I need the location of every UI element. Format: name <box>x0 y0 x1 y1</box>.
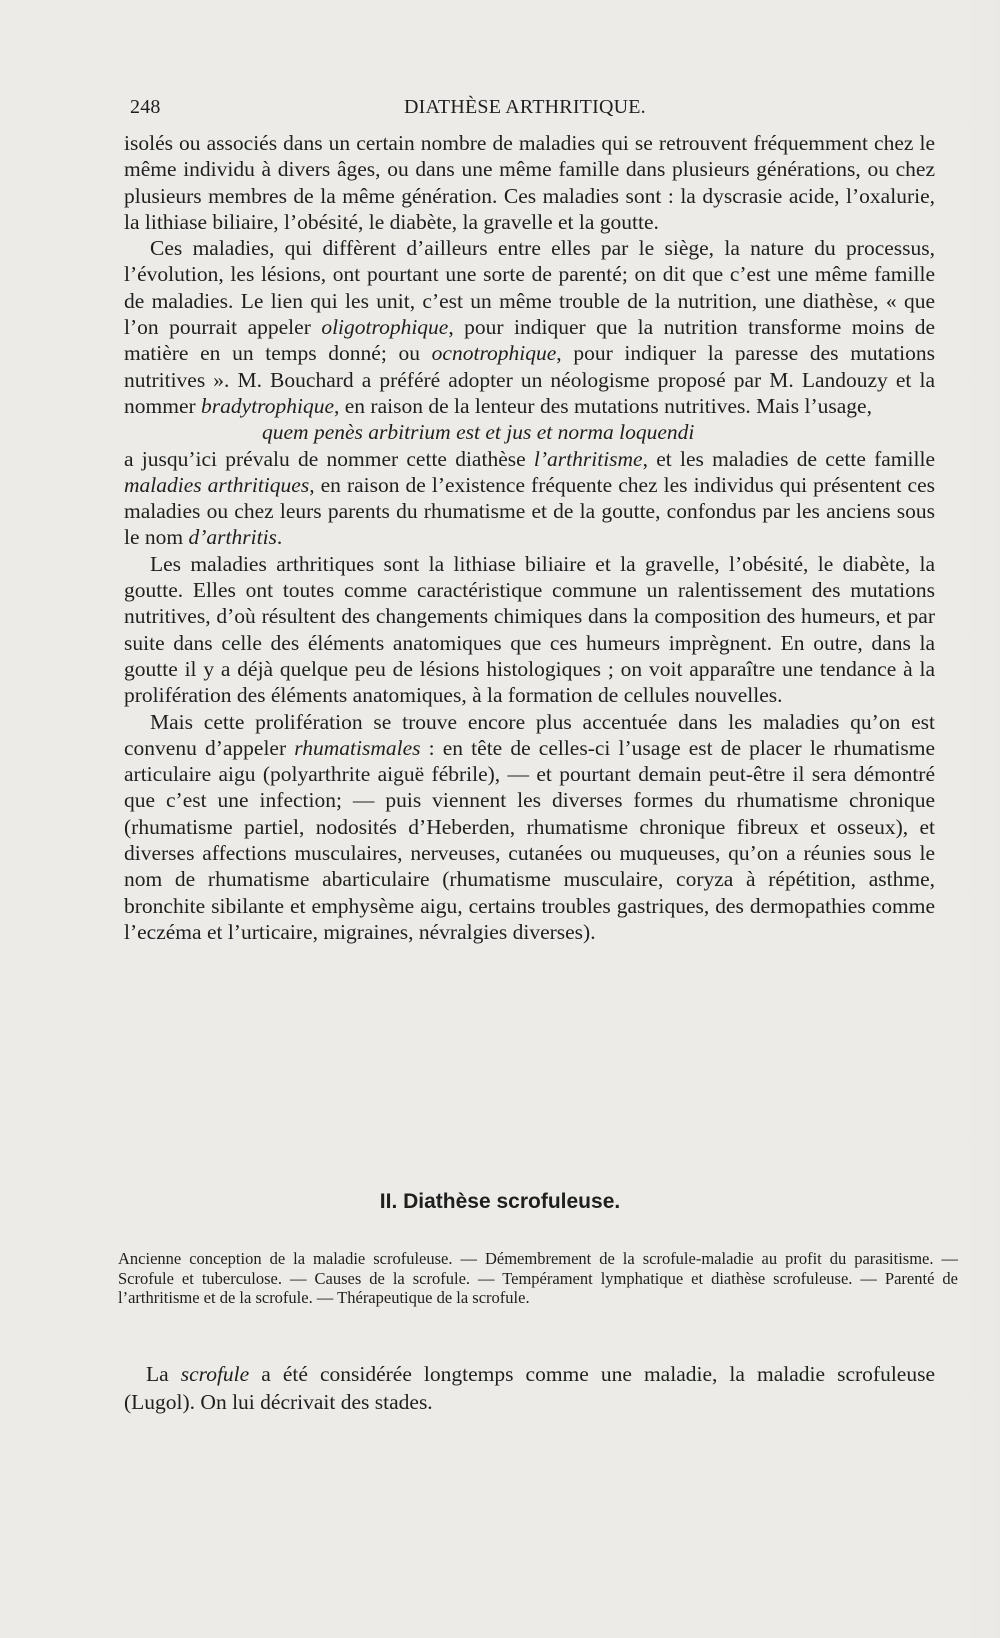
paragraph-5 <box>124 709 935 946</box>
term-ocnotrophique: ocnotrophique <box>431 341 557 366</box>
paragraph-3 <box>124 446 935 551</box>
p2-text-c: , pour indiquer la paresse des mutations nutritives ». M. Bouchard a préféré adopter un néologisme proposé par M. Landouzy et la nommer <box>124 341 936 418</box>
term-oligotrophique: oligotrophique <box>321 315 449 340</box>
latin-quote: quem penès arbitrium est et jus et norma loquendi <box>262 420 695 445</box>
paragraph-1: isolés ou associés dans un certain nombre de maladies qui se retrouvent fréquemment chez le même individu à divers âges, ou dans une même famille dans plusieurs générations, ou chez plusieurs membres de la même génération. Ces maladies sont : la dyscrasie acide, l’oxalurie, la lithiase biliaire, l’obésité, le diabète, la gravelle et la goutte. <box>124 131 935 234</box>
p3-text-b: , et les maladies de cette famille <box>642 446 935 471</box>
p3-text-a: a jusqu’ici prévalu de nommer cette diathèse <box>124 446 534 471</box>
section-summary: Ancienne conception de la maladie scrofuleuse. — Démembrement de la scrofule-maladie au profit du parasitisme. — Scrofule et tuberculose. — Causes de la scrofule. — Tempérament lymphatique et diathèse scrofuleuse. — Parenté de l’arthritisme et de la scrofule. — Thérapeutique de la scrofule. <box>118 1249 958 1307</box>
p5-text-a: Mais cette prolifération se trouve encore plus accentuée dans les maladies qu’on est convenu d’appeler <box>124 709 935 760</box>
paragraph-2 <box>124 235 935 419</box>
final-text-a: La <box>146 1362 181 1386</box>
term-maladies-arthritiques: maladies arthritiques <box>124 472 310 497</box>
final-paragraph <box>124 1360 935 1416</box>
page-number: 248 <box>130 96 161 118</box>
p2-text-a: Ces maladies, qui diffèrent d’ailleurs entre elles par le siège, la nature du processus, l’évolution, les lésions, ont pourtant une sorte de parenté; on dit que c’est une même famille de maladies. Le lien qui les unit, c’est un même trouble de la nutrition, une diathèse, « que l’on pourrait appeler <box>124 236 935 340</box>
page-edge-shadow <box>964 0 1000 1638</box>
main-text <box>124 130 935 945</box>
term-rhumatismales: rhumatismales <box>294 735 421 760</box>
term-arthritis: d’arthritis <box>188 525 277 550</box>
p3-text-d: . <box>276 525 283 550</box>
section-heading: II. Diathèse scrofuleuse. <box>379 1190 621 1213</box>
p5-text-b: : en tête de celles-ci l’usage est de placer le rhumatisme articulaire aigu (polyarthrite aiguë fébrile), — et pourtant demain peut-être il sera démontré que c’est une infection; — puis viennent les diverses formes du rhumatisme chronique (rhumatisme partiel, nodosités d’Heberden, rhumatisme chronique fibreux et osseux), et diverses affections musculaires, nerveuses, cutanées ou muqueuses, qu’on a réunies sous le nom de rhumatisme abarticulaire (rhumatisme musculaire, coryza à répétition, asthme, bronchite sibilante et emphysème aigu, certains troubles gastriques, des dermopathies comme l’eczéma et l’urticaire, migraines, névralgies diverses). <box>124 735 935 944</box>
paragraph-4: Les maladies arthritiques sont la lithiase biliaire et la gravelle, l’obésité, le diabète, la goutte. Elles ont toutes comme caractéristique commune un ralentissement des mutations nutritives, d’où résultent des changements chimiques dans la composition des humeurs, et par suite dans celle des éléments anatomiques que ces humeurs imprègnent. En outre, dans la goutte il y a déjà quelque peu de lésions histologiques ; on voit apparaître une tendance à la prolifération des éléments anatomiques, à la formation de cellules nouvelles. <box>124 551 935 708</box>
running-title: DIATHÈSE ARTHRITIQUE. <box>404 96 646 118</box>
term-bradytrophique: bradytrophique <box>201 393 334 418</box>
p3-text-c: , en raison de l’existence fréquente chez les individus qui présentent ces maladies ou chez leurs parents du rhumatisme et de la goutte, confondus par les anciens sous le nom <box>124 472 936 550</box>
p2-text-d: , en raison de la lenteur des mutations nutritives. Mais l’usage, <box>334 393 872 418</box>
p2-text-b: , pour indiquer que la nutrition transforme moins de matière en un temps donné; ou <box>124 315 936 366</box>
term-scrofule: scrofule <box>180 1362 250 1386</box>
term-arthritisme: l’arthritisme <box>533 446 643 471</box>
final-text-b: a été considérée longtemps comme une maladie, la maladie scrofuleuse (Lugol). On lui décrivait des stades. <box>124 1362 935 1414</box>
